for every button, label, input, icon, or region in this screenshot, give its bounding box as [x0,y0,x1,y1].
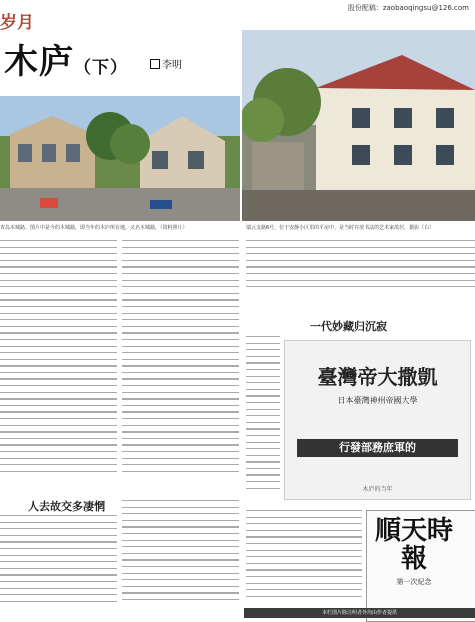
ad-banner: 行發部務庶軍的 [297,439,458,457]
photo2-caption: 瑞云支路6号，位于安静小区里的平房中，是当时存放书法的艺术家故居，摄影（右） [246,225,435,231]
text-column-left [0,240,117,480]
street-photo [0,96,240,221]
title-sub: （下） [74,58,128,78]
building-photo [242,30,475,221]
newspaper-subtitle: 第一次紀念 [396,578,432,586]
text-column-right-top [246,240,475,290]
watermark: 股份配稿：zaobaoqingsu@126.com [347,4,469,12]
text-column-bottom-left [0,515,117,607]
author-byline [150,56,182,71]
historical-ad [284,340,471,500]
text-column-bottom-mid [122,500,239,607]
photo1-caption: 青岛木城路、图片中是今的木城路，即当年的木庐所在地，又名木城路，（资料照片） [0,225,188,231]
ad-subtitle: 日本臺灣神州帝國大學 [337,396,418,405]
newspaper-title: 順天時報 [374,516,453,574]
newspaper-image [366,510,475,622]
footer-bar: 本栏图片除注明者外均由作者提供 [244,608,475,618]
page-title [4,34,128,83]
subheading-1: 一代妙藏归沉寂 [310,320,387,333]
subheading-2: 人去故交多凄惘 [28,500,105,513]
ad-title: 臺灣帝大撒凱 [317,365,438,389]
section-label: 岁月 [0,13,34,33]
author-marker-icon [150,59,160,69]
ad-caption: 木庐的当年 [362,486,393,493]
text-column-bottom-right [246,510,362,605]
text-column-mid [122,240,239,480]
title-main: 木庐 [4,42,74,82]
author-name: 李明 [162,60,182,71]
text-column-right [246,336,280,500]
